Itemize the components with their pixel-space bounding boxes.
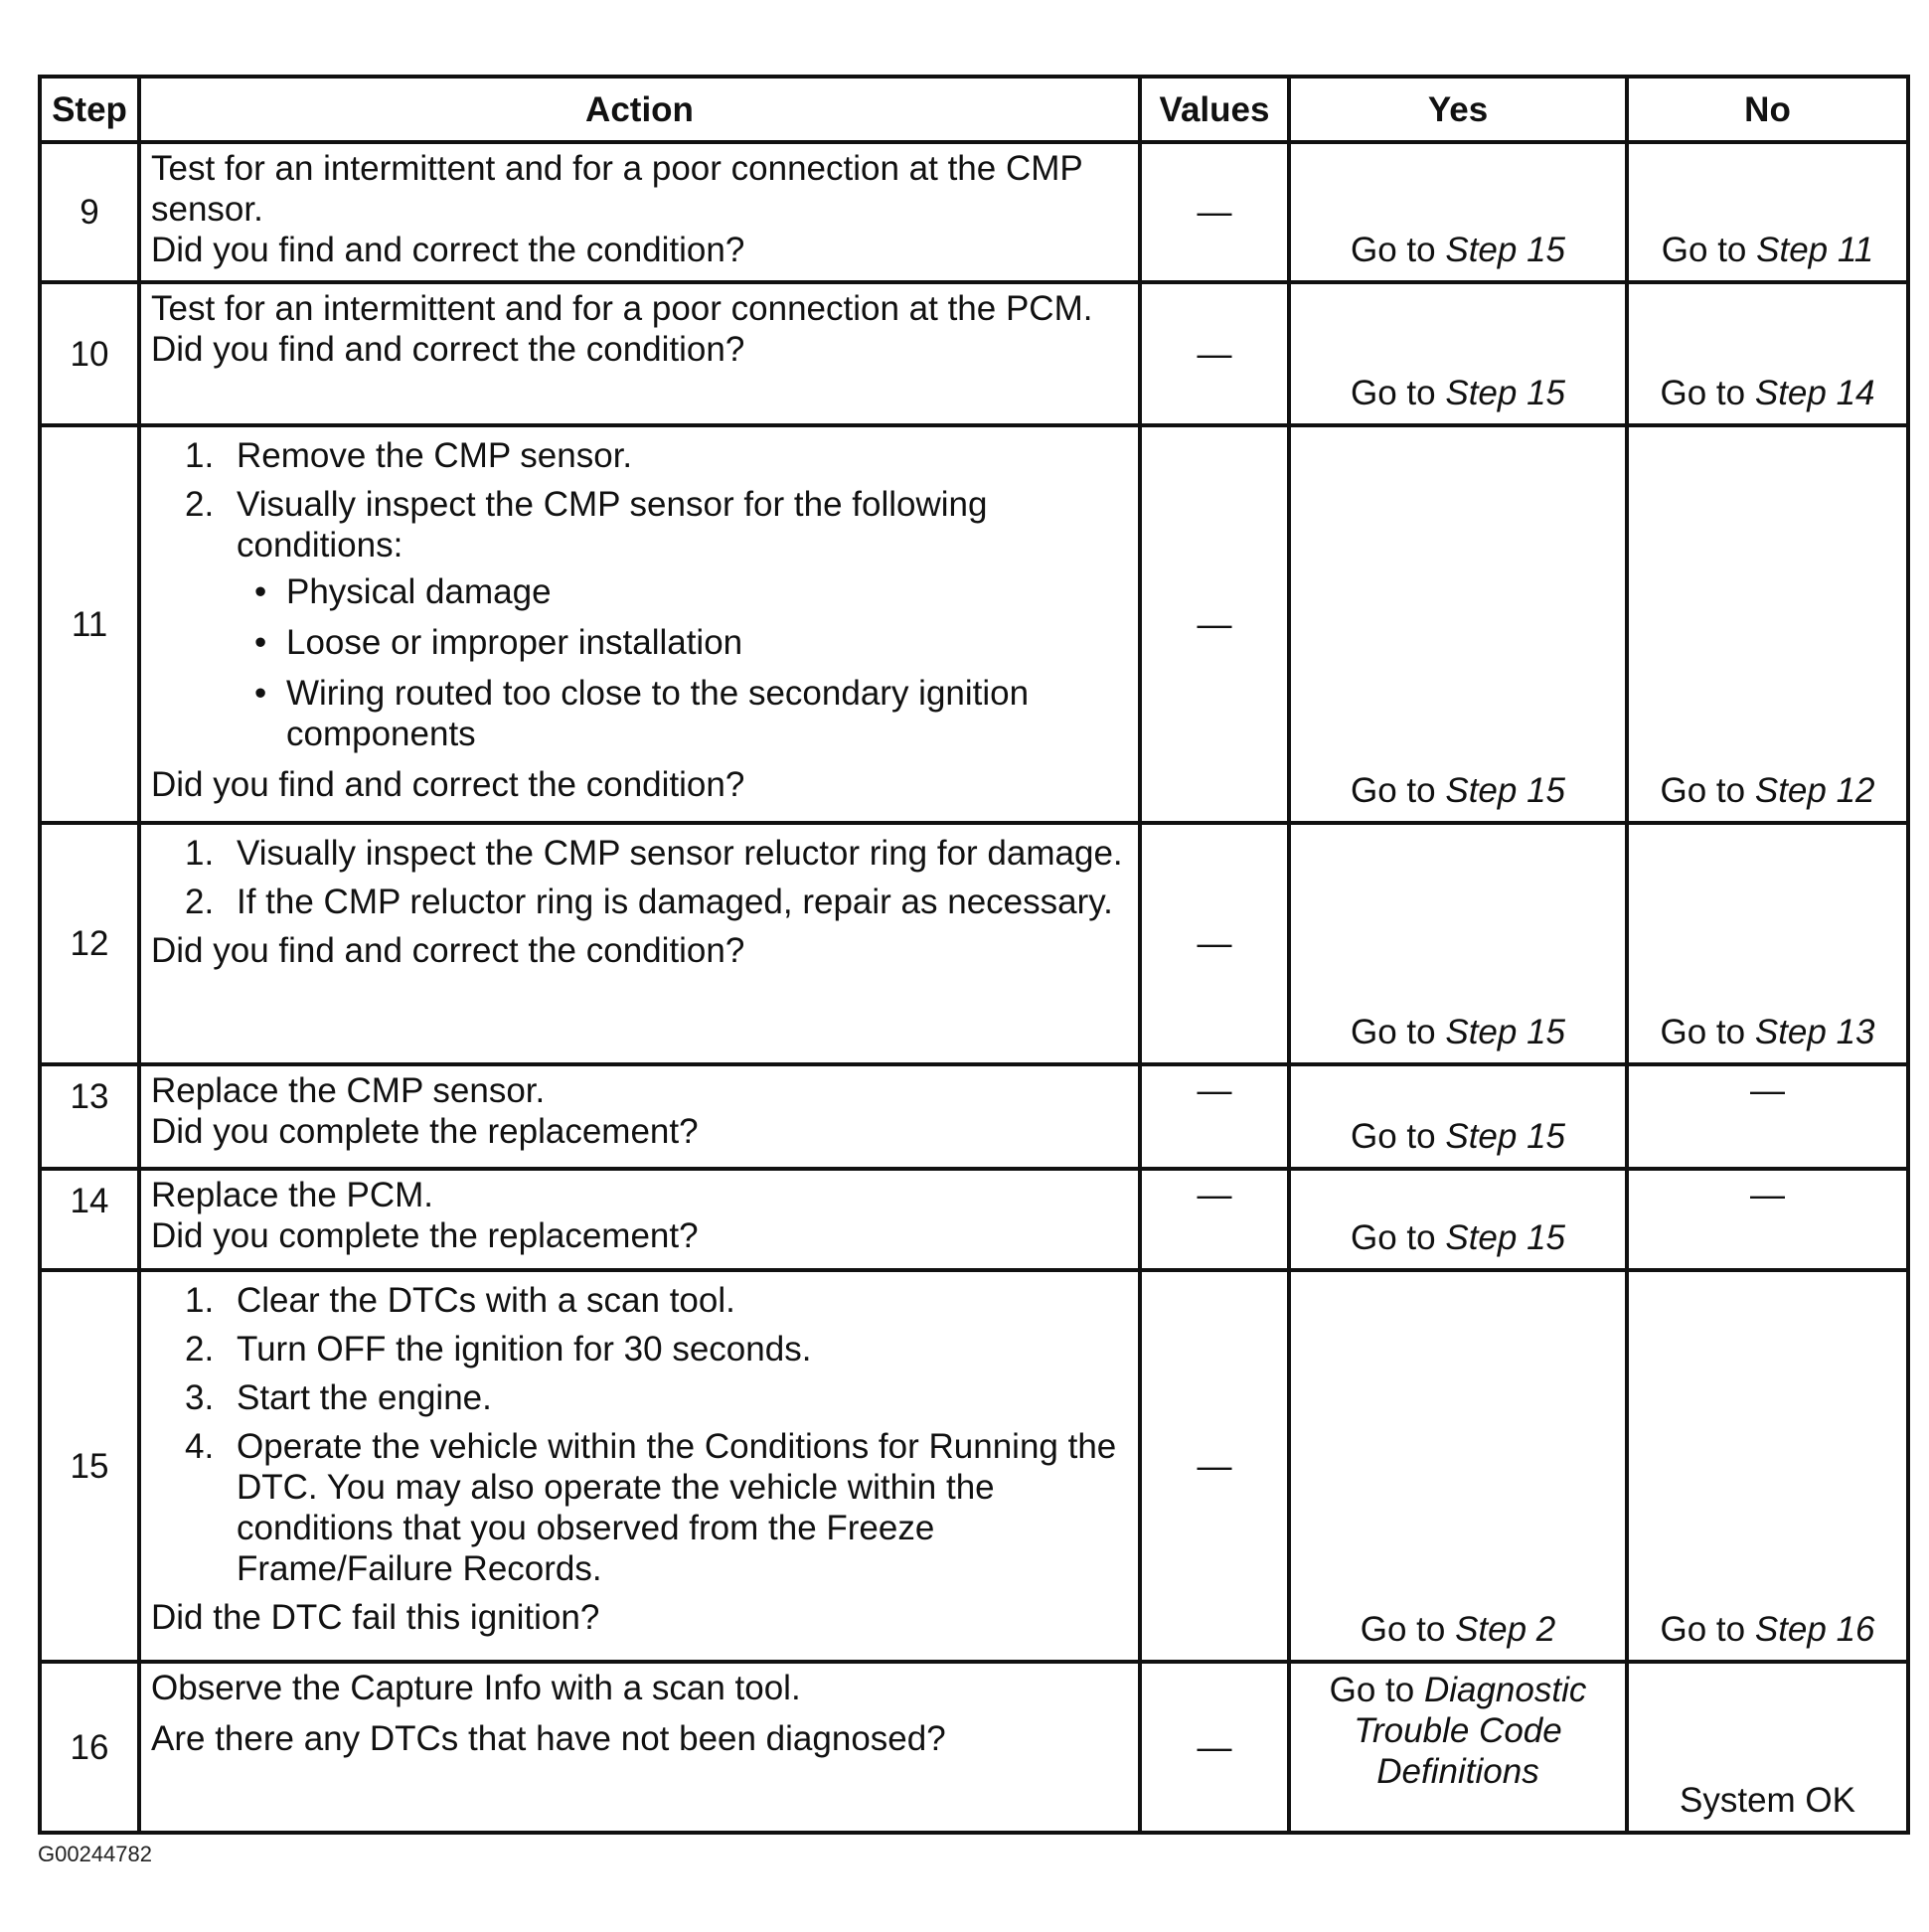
list-item: 3. Start the engine. xyxy=(185,1378,492,1417)
action-steps xyxy=(151,833,1128,922)
header-values: Values xyxy=(1140,77,1289,142)
action-cell xyxy=(139,1064,1140,1169)
diagnostic-table xyxy=(38,75,1910,1835)
no-cell xyxy=(1627,1270,1908,1662)
action-question: Did you complete the replacement? xyxy=(151,1216,699,1255)
bullet-item: • Loose or improper installation xyxy=(286,622,1128,663)
yes-target: Step 15 xyxy=(1445,1117,1565,1156)
no-prefix: Go to xyxy=(1660,771,1746,810)
yes-prefix: Go to xyxy=(1360,1610,1446,1649)
diagnostic-table-container xyxy=(38,75,1906,1835)
step-number: 11 xyxy=(40,425,139,823)
yes-prefix: Go to xyxy=(1351,231,1436,269)
action-cell xyxy=(139,282,1140,425)
list-item: 1. Remove the CMP sensor. xyxy=(185,436,633,475)
header-row xyxy=(40,77,1908,142)
values-cell: — xyxy=(1140,282,1289,425)
step-number: 14 xyxy=(40,1169,139,1270)
action-steps xyxy=(151,1280,1128,1589)
no-cell xyxy=(1627,282,1908,425)
action-cell xyxy=(139,1169,1140,1270)
no-prefix: Go to xyxy=(1660,1610,1746,1649)
action-steps xyxy=(151,435,1128,754)
no-cell xyxy=(1627,823,1908,1064)
bullet-item: • Physical damage xyxy=(286,571,1128,612)
action-text: Test for an intermittent and for a poor connection at the PCM. xyxy=(151,289,1093,328)
action-cell xyxy=(139,1662,1140,1833)
yes-target: Step 15 xyxy=(1445,231,1565,269)
table-row xyxy=(40,1169,1908,1270)
table-row xyxy=(40,1662,1908,1833)
values-cell: — xyxy=(1140,1064,1289,1169)
yes-prefix: Go to xyxy=(1351,1013,1436,1051)
table-row xyxy=(40,282,1908,425)
action-question: Did you find and correct the condition? xyxy=(151,765,745,804)
no-target: Step 13 xyxy=(1754,1013,1875,1051)
table-row xyxy=(40,142,1908,282)
no-prefix: Go to xyxy=(1660,1013,1746,1051)
header-no: No xyxy=(1627,77,1908,142)
list-item: 2. If the CMP reluctor ring is damaged, repair as necessary. xyxy=(185,883,1113,921)
action-question: Did the DTC fail this ignition? xyxy=(151,1598,600,1637)
yes-target: Diagnostic Trouble Code Definitions xyxy=(1354,1671,1587,1791)
list-item: 2. Visually inspect the CMP sensor for the following conditions: • Physical damage • Loose or improper installation • Wiring routed too close to the secondary ignition components xyxy=(237,484,1128,754)
no-prefix: Go to xyxy=(1661,231,1747,269)
no-cell: — xyxy=(1627,1064,1908,1169)
header-step: Step xyxy=(40,77,139,142)
no-cell: System OK xyxy=(1627,1662,1908,1833)
bullet-item: • Wiring routed too close to the secondary ignition components xyxy=(286,673,1128,754)
table-row xyxy=(40,1270,1908,1662)
values-cell: — xyxy=(1140,1169,1289,1270)
yes-prefix: Go to xyxy=(1351,374,1436,412)
yes-prefix: Go to xyxy=(1351,1218,1436,1257)
action-question: Did you find and correct the condition? xyxy=(151,330,745,369)
values-cell: — xyxy=(1140,142,1289,282)
step-number: 10 xyxy=(40,282,139,425)
action-question: Did you find and correct the condition? xyxy=(151,931,745,970)
yes-cell xyxy=(1289,1270,1627,1662)
no-target: Step 12 xyxy=(1754,771,1875,810)
table-row xyxy=(40,1064,1908,1169)
action-cell xyxy=(139,142,1140,282)
no-cell xyxy=(1627,142,1908,282)
list-item: 2. Turn OFF the ignition for 30 seconds. xyxy=(185,1330,812,1368)
yes-cell xyxy=(1289,1662,1627,1833)
header-action: Action xyxy=(139,77,1140,142)
values-cell: — xyxy=(1140,823,1289,1064)
yes-prefix: Go to xyxy=(1351,1117,1436,1156)
no-target: Step 16 xyxy=(1754,1610,1875,1649)
yes-cell xyxy=(1289,1169,1627,1270)
yes-target: Step 15 xyxy=(1445,771,1565,810)
yes-target: Step 15 xyxy=(1445,374,1565,412)
action-question: Did you find and correct the condition? xyxy=(151,231,745,269)
figure-id: G00244782 xyxy=(38,1842,152,1866)
action-text: Replace the CMP sensor. xyxy=(151,1071,546,1110)
header-yes: Yes xyxy=(1289,77,1627,142)
list-item: 1. Clear the DTCs with a scan tool. xyxy=(185,1281,735,1320)
action-text: Replace the PCM. xyxy=(151,1176,434,1214)
action-text: Test for an intermittent and for a poor connection at the CMP sensor. xyxy=(151,149,1083,229)
yes-cell xyxy=(1289,823,1627,1064)
no-cell xyxy=(1627,425,1908,823)
yes-prefix: Go to xyxy=(1329,1671,1415,1709)
action-cell xyxy=(139,823,1140,1064)
action-question: Did you complete the replacement? xyxy=(151,1112,699,1151)
list-item: 1. Visually inspect the CMP sensor reluctor ring for damage. xyxy=(185,834,1123,873)
yes-cell xyxy=(1289,142,1627,282)
yes-target: Step 2 xyxy=(1455,1610,1556,1649)
action-question: Are there any DTCs that have not been diagnosed? xyxy=(151,1719,946,1758)
values-cell: — xyxy=(1140,1662,1289,1833)
yes-target: Step 15 xyxy=(1445,1218,1565,1257)
step-number: 16 xyxy=(40,1662,139,1833)
yes-target: Step 15 xyxy=(1445,1013,1565,1051)
list-item: 4. Operate the vehicle within the Conditions for Running the DTC. You may also operate the vehicle within the conditions that you observed from the Freeze Frame/Failure Records. xyxy=(185,1427,1117,1588)
step-number: 13 xyxy=(40,1064,139,1169)
step-number: 15 xyxy=(40,1270,139,1662)
no-target: Step 14 xyxy=(1754,374,1875,412)
table-row xyxy=(40,425,1908,823)
yes-cell xyxy=(1289,1064,1627,1169)
yes-prefix: Go to xyxy=(1351,771,1436,810)
action-cell xyxy=(139,1270,1140,1662)
yes-cell xyxy=(1289,282,1627,425)
action-cell xyxy=(139,425,1140,823)
step-number: 12 xyxy=(40,823,139,1064)
values-cell: — xyxy=(1140,1270,1289,1662)
table-row xyxy=(40,823,1908,1064)
yes-cell xyxy=(1289,425,1627,823)
action-text: Observe the Capture Info with a scan tool. xyxy=(151,1669,801,1707)
step-number: 9 xyxy=(40,142,139,282)
no-target: Step 11 xyxy=(1756,231,1874,269)
no-cell: — xyxy=(1627,1169,1908,1270)
values-cell: — xyxy=(1140,425,1289,823)
no-prefix: Go to xyxy=(1660,374,1746,412)
condition-bullets xyxy=(237,571,1128,754)
